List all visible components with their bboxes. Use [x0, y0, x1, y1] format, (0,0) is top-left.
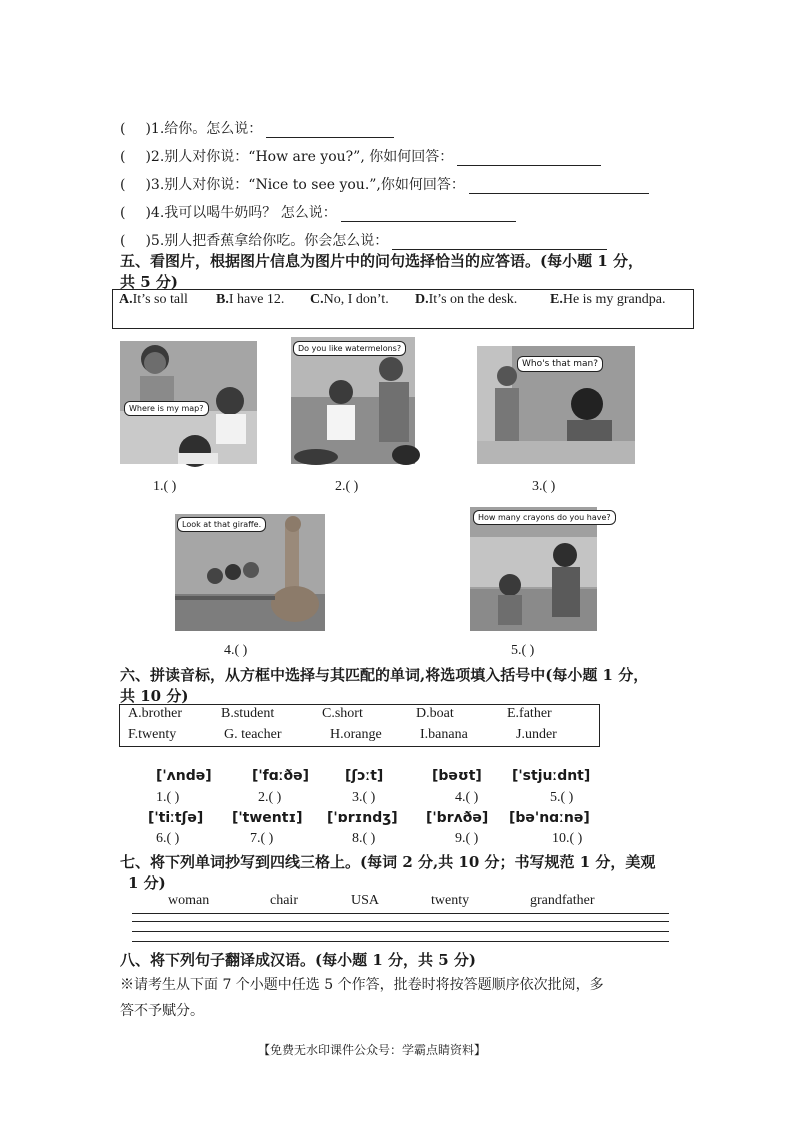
answer-slot[interactable]: 8.( ): [352, 831, 376, 846]
writing-line: [132, 931, 669, 932]
question-text: 给你。怎么说：: [164, 121, 263, 137]
crayons-scene-illustration: [470, 507, 597, 631]
word-option: H.orange: [330, 727, 382, 742]
section-6-title-cont: 共 10 分): [120, 687, 189, 705]
question-item-1: [120, 118, 394, 138]
answer-slot[interactable]: 4.( ): [455, 790, 479, 805]
answer-slot[interactable]: 7.( ): [250, 831, 274, 846]
speech-bubble: Where is my map?: [124, 401, 209, 416]
word-option: A.brother: [128, 706, 183, 721]
picture-2: [291, 337, 415, 464]
phonetic: [bə'nɑːnə]: [509, 810, 590, 826]
section-8-title: 八、将下列句子翻译成汉语。(每小题 1 分，共 5 分): [120, 951, 476, 969]
picture-4-answer: 4.( ): [224, 643, 248, 658]
question-item-5: [120, 230, 607, 250]
paren-open: (: [120, 205, 126, 221]
phonetic: ['tiːtʃə]: [148, 810, 204, 826]
picture-5-answer: 5.( ): [511, 643, 535, 658]
phonetic: ['stjuːdnt]: [512, 768, 591, 784]
section-5-title-cont: 共 5 分): [120, 273, 178, 291]
question-number: )1.: [145, 121, 165, 137]
question-number: )4.: [145, 205, 165, 221]
question-item-4: [120, 202, 516, 222]
answer-slot[interactable]: 3.( ): [352, 790, 376, 805]
word-option: G. teacher: [224, 727, 282, 742]
copy-word: USA: [351, 893, 380, 908]
option-b: B.I have 12.: [216, 292, 285, 307]
word-option: C.short: [322, 706, 363, 721]
paren-open: (: [120, 121, 126, 137]
picture-3: [477, 346, 635, 464]
option-d: D.It’s on the desk.: [415, 292, 518, 307]
phonetic: [bəʊt]: [432, 768, 482, 784]
writing-line: [132, 913, 669, 914]
watermelon-scene-illustration: [291, 337, 415, 464]
phonetic: ['ɒrɪndʒ]: [327, 810, 398, 826]
answer-slot[interactable]: 1.( ): [156, 790, 180, 805]
phonetic: [ʃɔːt]: [345, 768, 384, 784]
speech-bubble: Do you like watermelons?: [293, 341, 406, 356]
page-footer: 【免费无水印课件公众号：学霸点睛资料】: [258, 1043, 487, 1057]
question-number: )5.: [145, 233, 165, 249]
word-option: E.father: [507, 706, 552, 721]
answer-blank[interactable]: [392, 235, 607, 250]
word-option: I.banana: [420, 727, 468, 742]
copy-word: grandfather: [530, 893, 595, 908]
paren-open: (: [120, 149, 126, 165]
picture-1: [120, 341, 257, 464]
picture-2-answer: 2.( ): [335, 479, 359, 494]
copy-word: woman: [168, 893, 210, 908]
answer-blank[interactable]: [341, 207, 516, 222]
question-number: )3.: [145, 177, 165, 193]
picture-5: [470, 507, 611, 631]
phonetic: ['ʌndə]: [156, 768, 212, 784]
section-7-title-cont: 1 分): [128, 874, 166, 892]
question-text: 我可以喝牛奶吗？ 怎么说：: [164, 205, 337, 221]
phonetic: ['twentɪ]: [232, 810, 303, 826]
section-5-title: 五、看图片，根据图片信息为图片中的问句选择恰当的应答语。(每小题 1 分，: [120, 252, 643, 270]
phonetic: ['brʌðə]: [426, 810, 489, 826]
word-option: B.student: [221, 706, 275, 721]
section-8-note: ※请考生从下面 7 个小题中任选 5 个作答，批卷时将按答题顺序依次批阅，多: [120, 977, 604, 993]
option-e: E.He is my grandpa.: [550, 292, 666, 307]
paren-open: (: [120, 233, 126, 249]
word-option: F.twenty: [128, 727, 177, 742]
answer-blank[interactable]: [457, 151, 601, 166]
picture-1-answer: 1.( ): [153, 479, 177, 494]
speech-bubble: How many crayons do you have?: [473, 510, 616, 525]
question-text: 别人对你说：“How are you?”, 你如何回答：: [164, 149, 454, 165]
copy-word: chair: [270, 893, 298, 908]
answer-blank[interactable]: [266, 123, 394, 138]
speech-bubble: Who's that man?: [517, 356, 603, 372]
answer-slot[interactable]: 9.( ): [455, 831, 479, 846]
picture-4: [175, 514, 325, 631]
option-c: C.No, I don’t.: [310, 292, 389, 307]
section-7-title: 七、将下列单词抄写到四线三格上。(每词 2 分,共 10 分；书写规范 1 分，美观: [120, 853, 656, 871]
answer-blank[interactable]: [469, 179, 649, 194]
paren-open: (: [120, 177, 126, 193]
answer-slot[interactable]: 6.( ): [156, 831, 180, 846]
writing-line: [132, 921, 669, 922]
answer-slot[interactable]: 2.( ): [258, 790, 282, 805]
section-8-note-cont: 答不予赋分。: [120, 1003, 204, 1019]
writing-line: [132, 941, 669, 942]
picture-3-answer: 3.( ): [532, 479, 556, 494]
question-number: )2.: [145, 149, 165, 165]
question-text: 别人把香蕉拿给你吃。你会怎么说：: [164, 233, 389, 249]
word-option: J.under: [516, 727, 557, 742]
question-text: 别人对你说：“Nice to see you.”,你如何回答：: [164, 177, 465, 193]
question-item-3: [120, 174, 649, 194]
answer-slot[interactable]: 5.( ): [550, 790, 574, 805]
speech-bubble: Look at that giraffe.: [177, 517, 266, 532]
answer-slot[interactable]: 10.( ): [552, 831, 583, 846]
option-a: A.It’s so tall: [119, 292, 188, 307]
question-item-2: [120, 146, 601, 166]
word-option: D.boat: [416, 706, 454, 721]
phonetic: ['fɑːðə]: [252, 768, 310, 784]
copy-word: twenty: [431, 893, 470, 908]
section-6-title: 六、拼读音标，从方框中选择与其匹配的单词,将选项填入括号中(每小题 1 分，: [120, 666, 649, 684]
